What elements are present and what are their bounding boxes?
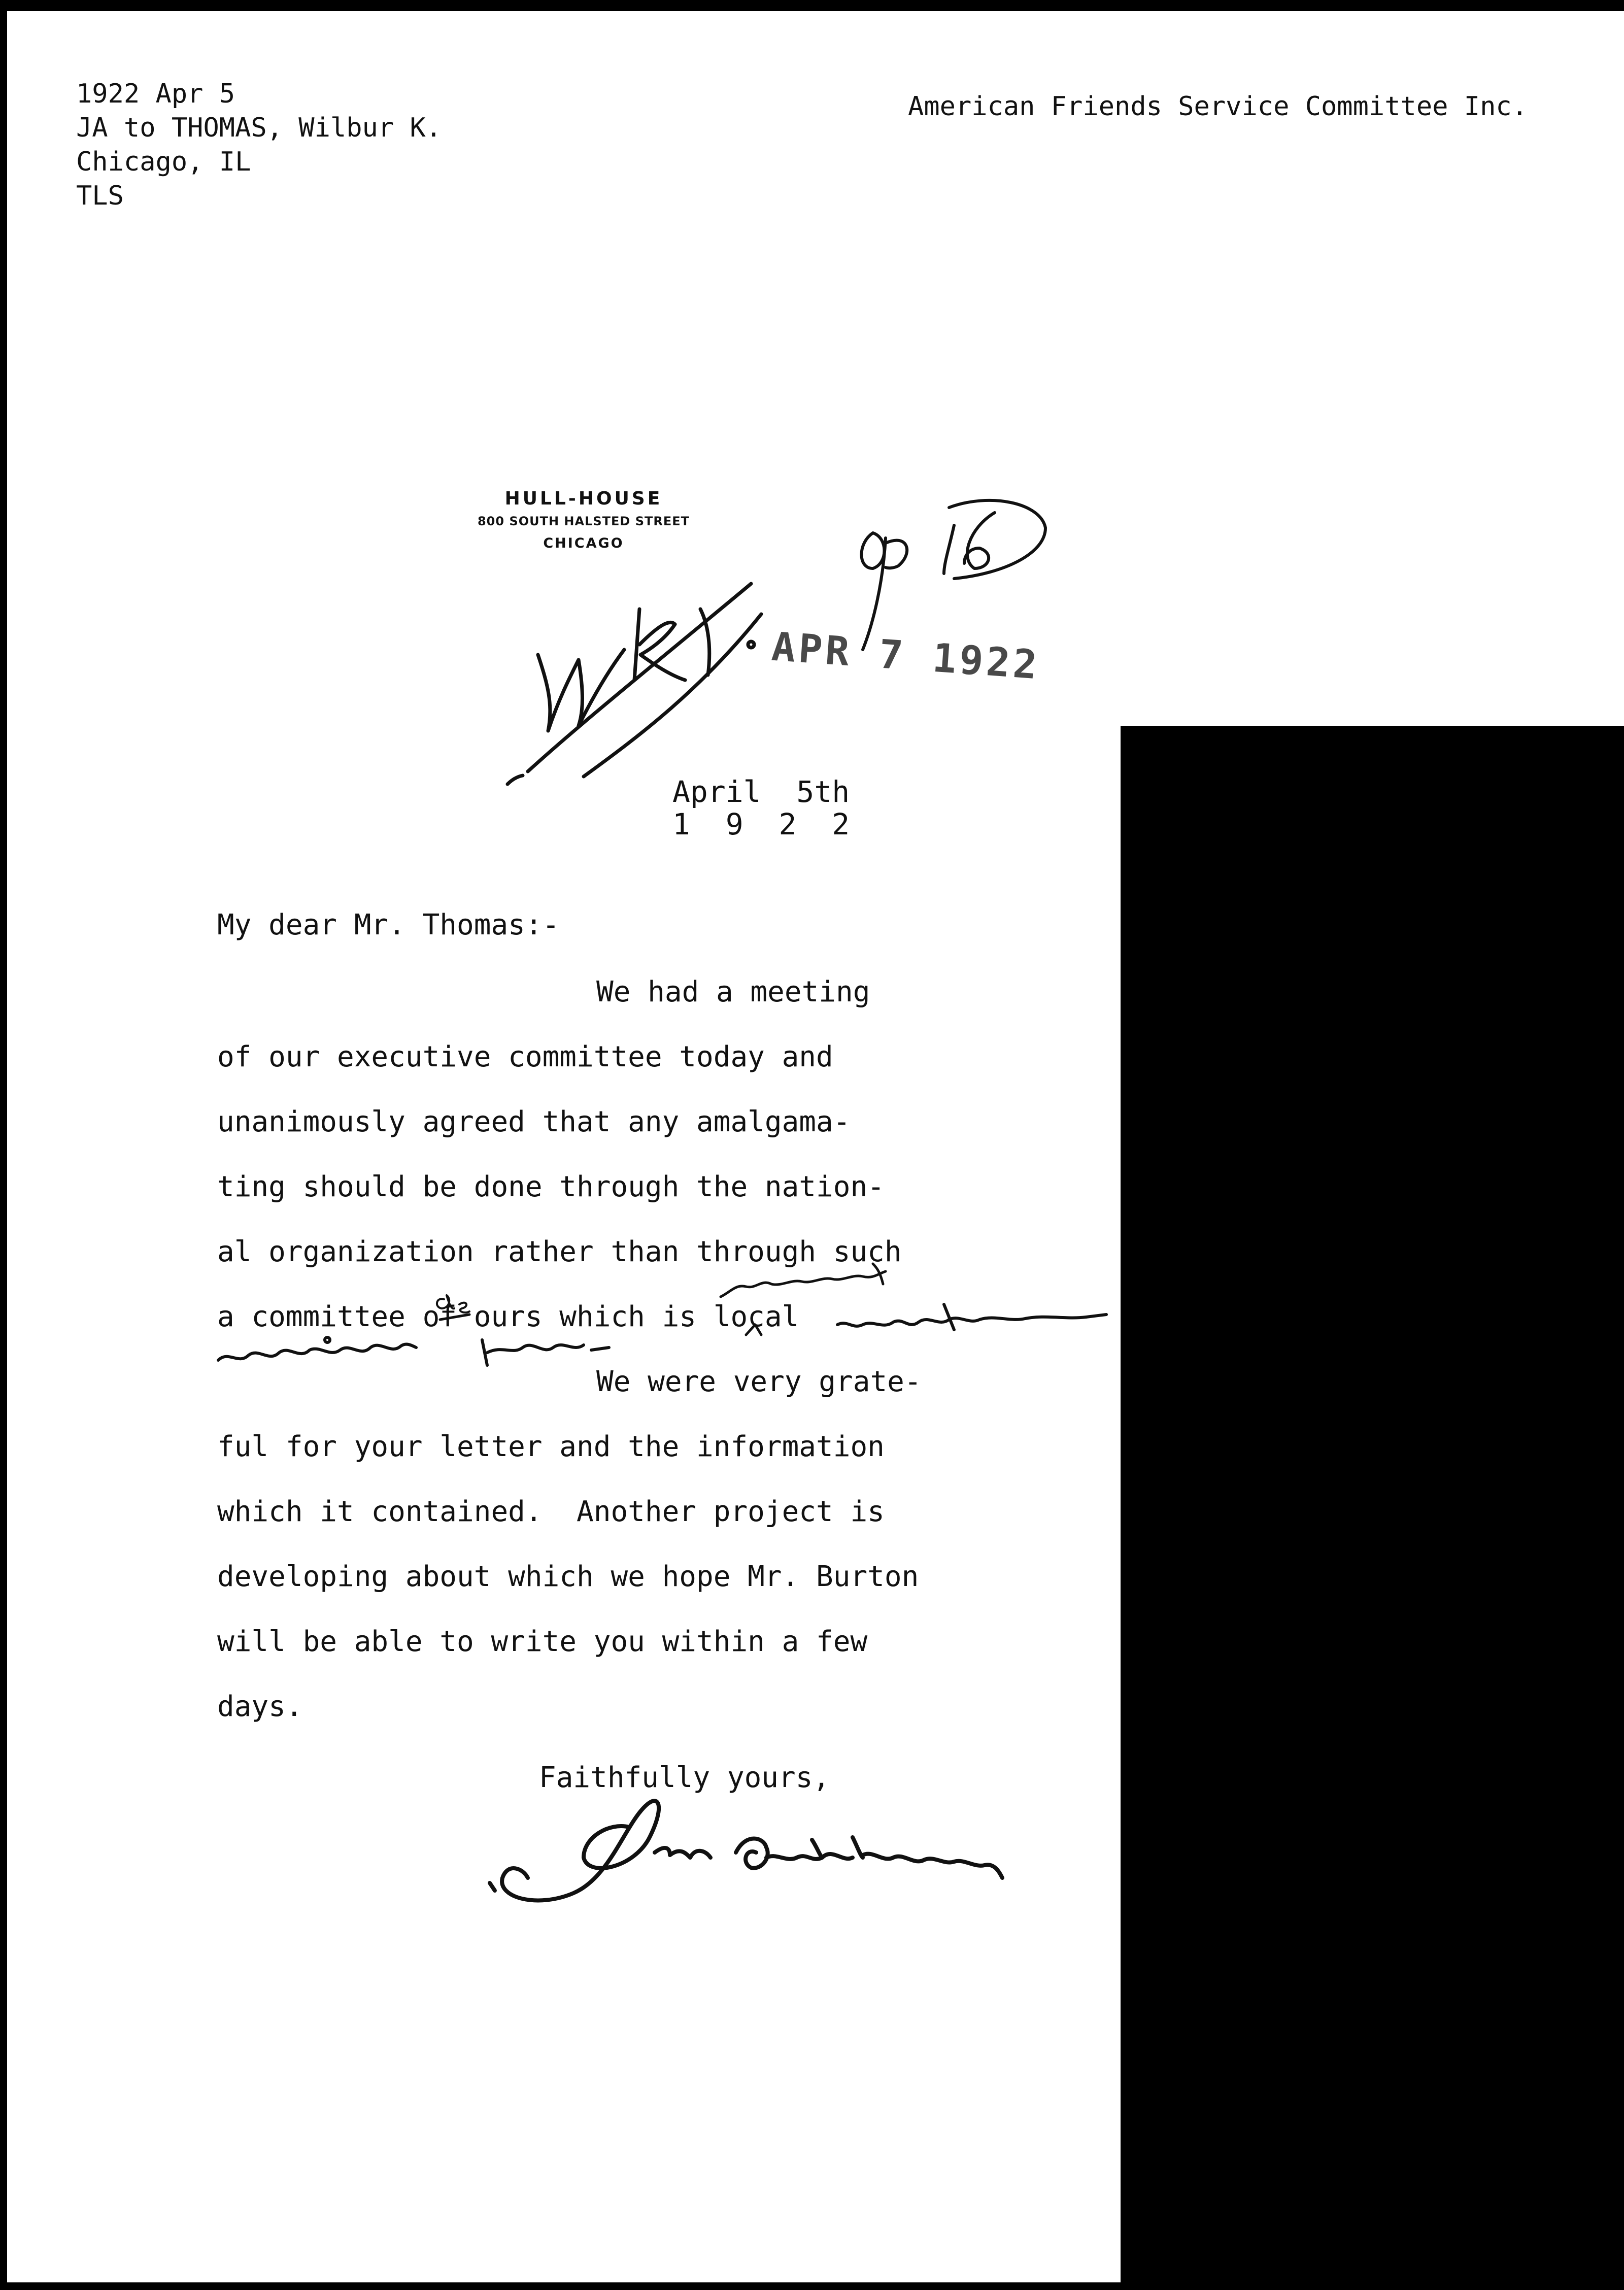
letter-date <box>672 776 850 840</box>
body-line: We had a meeting <box>596 975 870 1008</box>
letterhead-name: HULL-HOUSE <box>504 488 663 509</box>
body-line: days. <box>217 1690 303 1723</box>
scan-edge-left <box>0 0 7 2290</box>
handwritten-number-mark <box>862 500 1046 650</box>
archive-metadata <box>76 77 442 213</box>
archive-date: 1922 Apr 5 <box>76 79 235 109</box>
handwritten-insertion-above <box>721 1264 886 1297</box>
handwritten-continuation <box>837 1304 1106 1330</box>
handwritten-second-line <box>218 1337 609 1365</box>
salutation: My dear Mr. Thomas:- <box>217 908 560 941</box>
scan-edge-top <box>0 0 1624 11</box>
body-line: developing about which we hope Mr. Burton <box>217 1560 919 1593</box>
received-date-stamp: APR 7 1922 <box>770 624 1042 689</box>
body-line: which it contained. Another project is <box>217 1495 885 1528</box>
archive-type: TLS <box>76 181 124 211</box>
letterhead <box>447 488 721 551</box>
initials-wkt-mark <box>507 584 761 784</box>
letter-date-year: 1 9 2 2 <box>672 807 850 841</box>
body-line: We were very grate- <box>596 1365 922 1398</box>
archive-correspondents: JA to THOMAS, Wilbur K. <box>76 113 442 143</box>
body-line: will be able to write you within a few <box>217 1625 868 1658</box>
closing: Faithfully yours, <box>539 1761 830 1794</box>
body-line: al organization rather than through such <box>217 1235 902 1268</box>
archive-place: Chicago, IL <box>76 147 251 177</box>
body-line: a committee of ours which is local <box>217 1300 799 1333</box>
body-line: ting should be done through the nation- <box>217 1170 885 1203</box>
archive-organization: American Friends Service Committee Inc. <box>908 91 1528 122</box>
body-line: unanimously agreed that any amalgama- <box>217 1105 851 1138</box>
body-line: of our executive committee today and <box>217 1040 833 1073</box>
letter-date-day: April 5th <box>672 774 850 809</box>
letterhead-city: CHICAGO <box>543 535 624 551</box>
letterhead-street: 800 SOUTH HALSTED STREET <box>477 514 690 528</box>
signature-jane-addams <box>490 1801 1002 1900</box>
body-line: ful for your letter and the information <box>217 1430 885 1463</box>
scan-black-region <box>1121 726 1624 2290</box>
